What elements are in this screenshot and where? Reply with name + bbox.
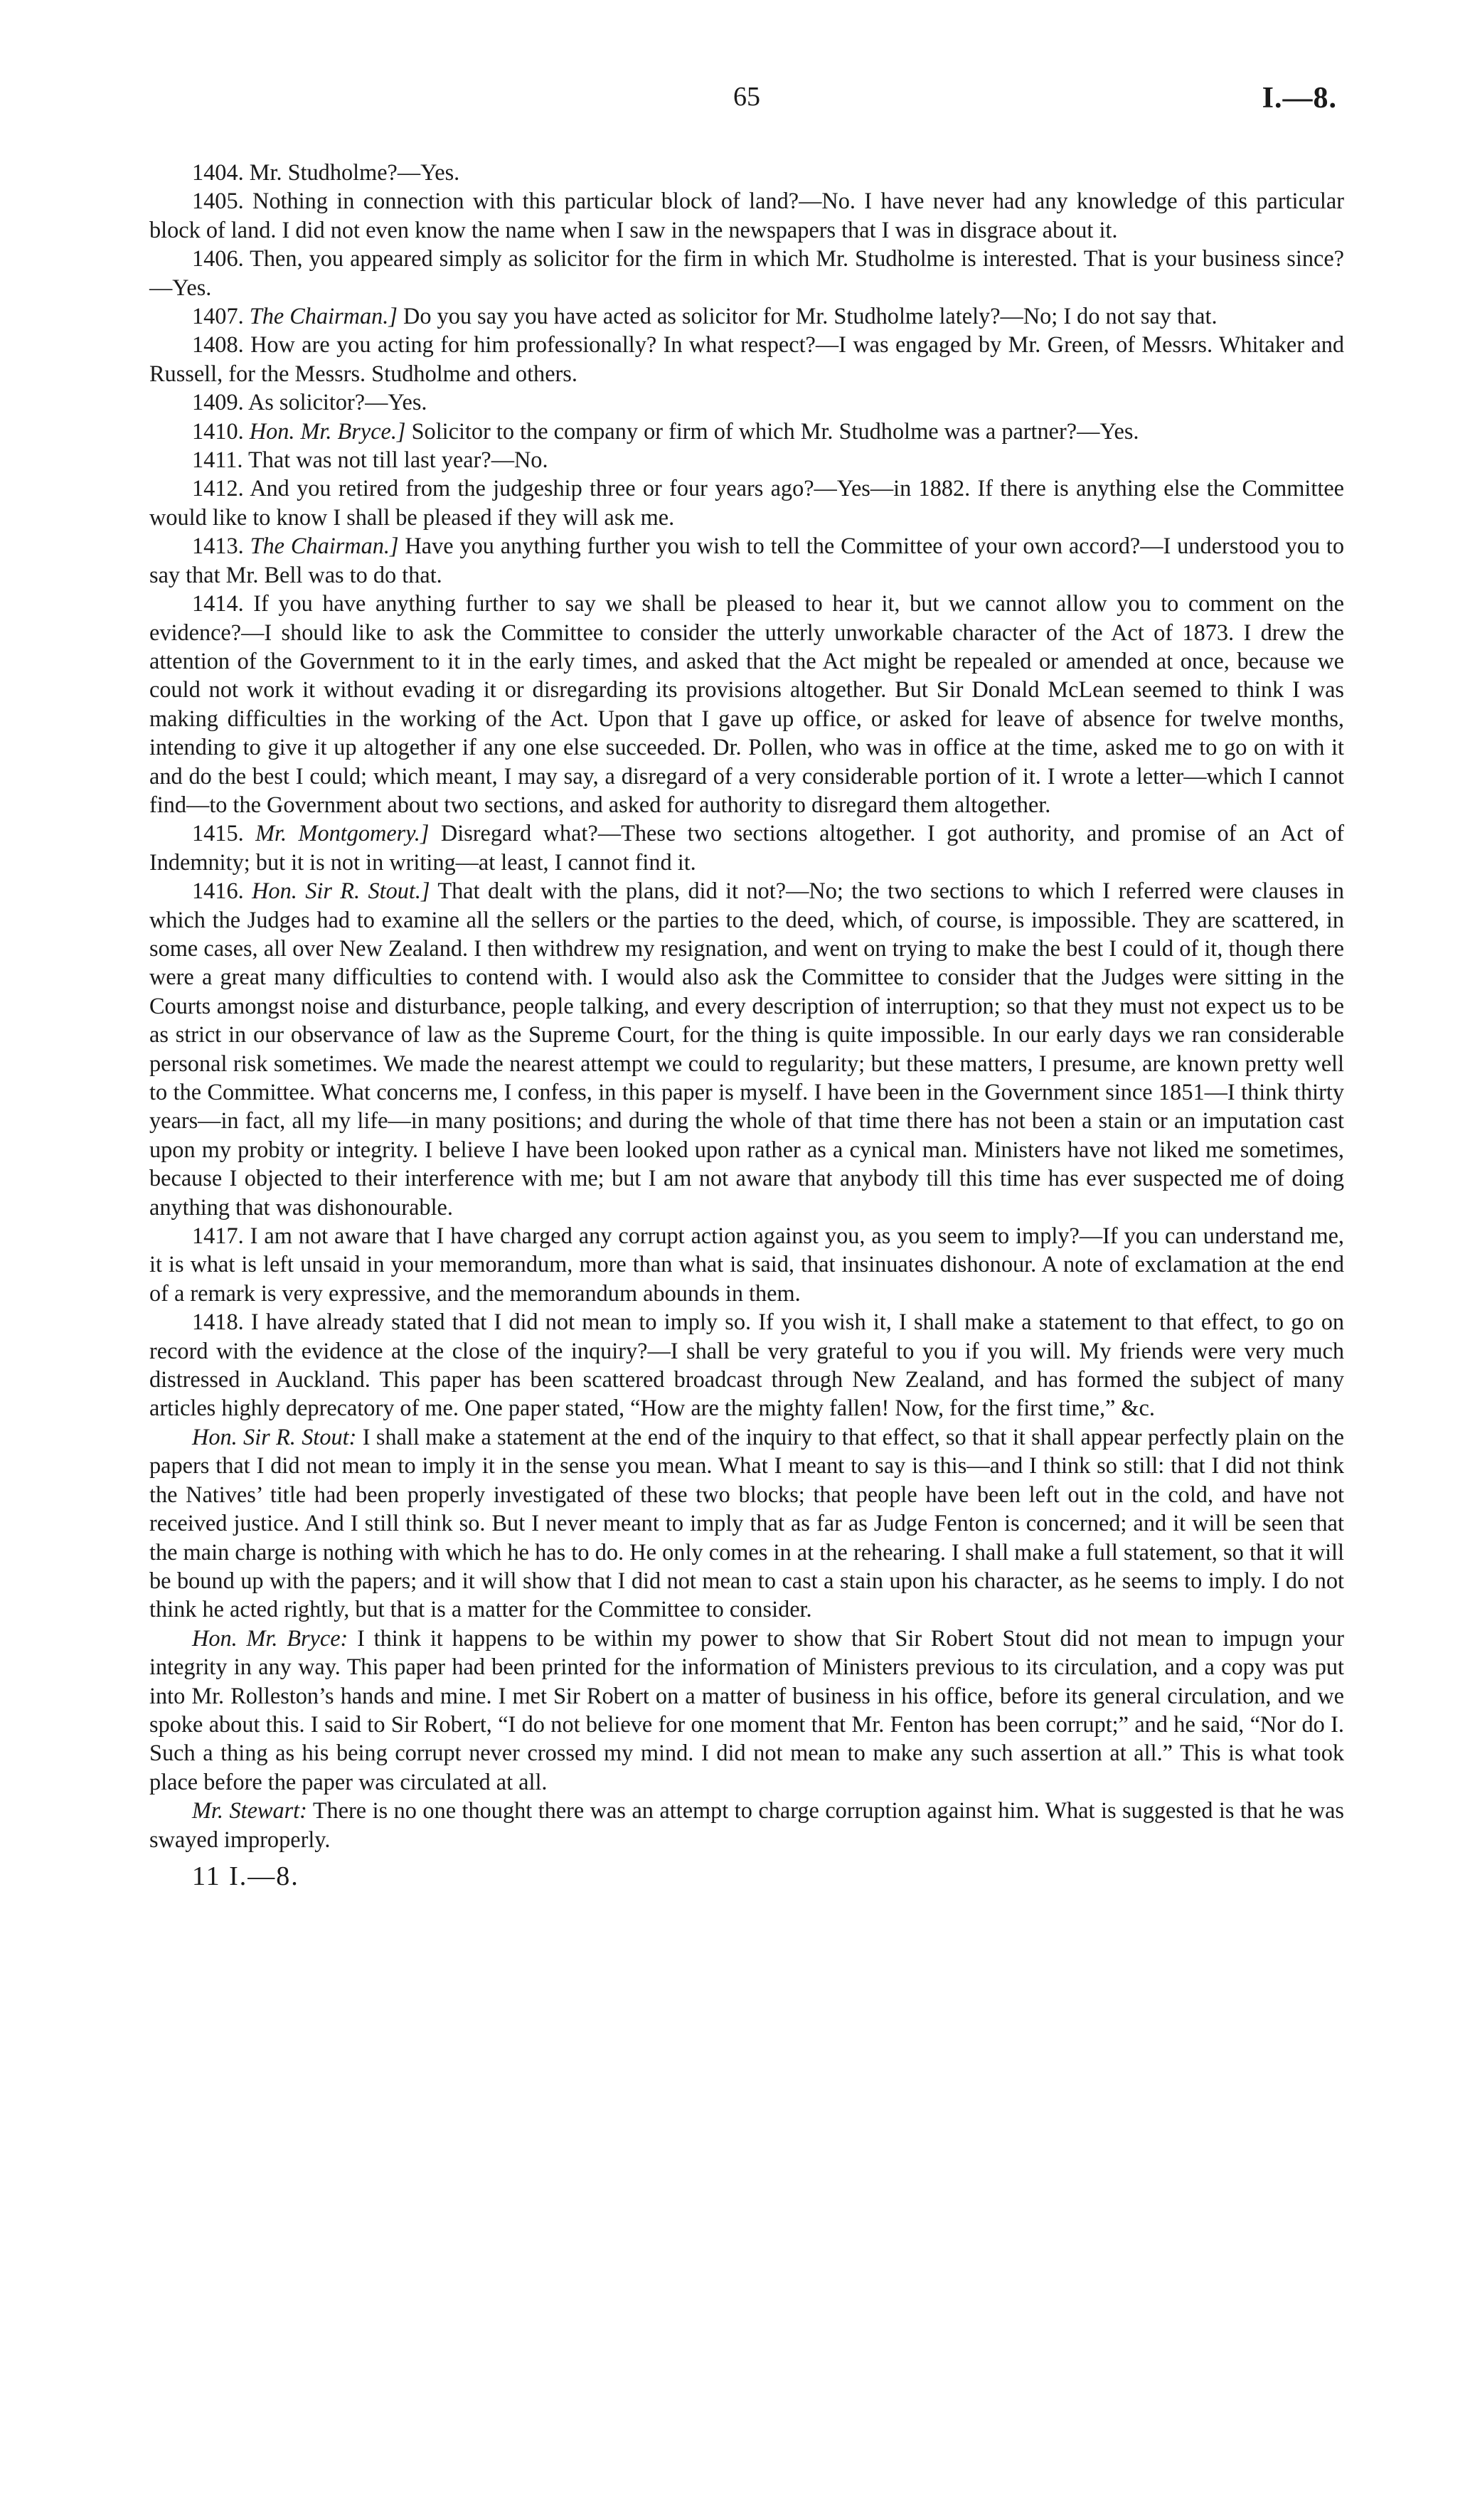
speaker-name: Hon. Sir R. Stout.] (252, 878, 430, 904)
evidence-paragraph (149, 819, 1344, 876)
page-number: 65 (733, 82, 760, 112)
question-number: 1417. (192, 1223, 244, 1249)
question-number: 1406. (192, 245, 244, 272)
question-number: 1413. (192, 533, 244, 559)
question-number: 1416. (192, 878, 244, 904)
evidence-paragraph (149, 302, 1344, 330)
paragraph-text: Mr. Studholme?—Yes. (249, 159, 460, 185)
paragraph-text: How are you acting for him professionally? In what respect?—I was engaged by Mr. Green, of Messrs. Whitaker and Russell, for the Messrs. Studholme and others. (149, 331, 1345, 386)
question-number: 1414. (192, 590, 244, 617)
paragraph-text: Do you say you have acted as solicitor for Mr. Studholme lately?—No; I do not say that. (403, 303, 1218, 329)
question-number: 1418. (192, 1309, 244, 1335)
question-number: 1404. (192, 159, 244, 185)
paragraph-text: Have you anything further you wish to tell the Committee of your own accord?—I understood you to say that Mr. Bell was to do that. (149, 533, 1345, 588)
paragraph-text: I have already stated that I did not mean to imply so. If you wish it, I shall make a statement to that effect, to go on record with the evidence at the close of the inquiry?—I shall be very grateful to you if you will. My friends were very much distressed in Auckland. This paper has been scattered broadcast through New Zealand, and has formed the subject of many articles highly deprecatory of me. One paper stated, “How are the mighty fallen! Now, for the first time,” &c. (149, 1309, 1345, 1421)
paragraph-text: I shall make a statement at the end of the inquiry to that effect, so that it shall appear perfectly plain on the papers that I did not mean to imply it in the sense you mean. What I meant to say is this—and I think so still: that I did not think the Natives’ title had been properly investigated of these two blocks; that people have been left out in the cold, and have not received justice. And I still think so. But I never meant to imply that as far as Judge Fenton is concerned; and it will be seen that the main charge is nothing with which he has to do. He only comes in at the rehearing. I shall make a full statement, so that it will be bound up with the papers; and it will show that I did not mean to cast a stain upon his character, as he seems to imply. I do not think he acted rightly, but that is a matter for the Committee to consider. (149, 1423, 1345, 1622)
evidence-paragraph (149, 876, 1344, 1221)
speaker-name: The Chairman.] (249, 303, 398, 329)
speaker-name: The Chairman.] (250, 533, 399, 559)
paragraph-text: If you have anything further to say we shall be pleased to hear it, but we cannot allow you to comment on the evidence?—I should like to ask the Committee to consider the utterly unworkable character of the Act of 1873. I drew the attention of the Government to it in the early times, and asked that the Act might be repealed or amended at once, because we could not work it without evading it or disregarding its provisions altogether. But Sir Donald McLean seemed to think I was making difficulties in the working of the Act. Upon that I gave up office, or asked for leave of absence for twelve months, intending to give it up altogether if any one else succeeded. Dr. Pollen, who was in office at the time, asked me to go on with it and do the best I could; which meant, I may say, a disregard of a very considerable portion of it. I wrote a letter—which I cannot find—to the Government about two sections, and asked for authority to disregard them altogether. (149, 590, 1344, 817)
page-header (149, 78, 1344, 128)
evidence-paragraph (149, 244, 1344, 302)
paragraph-text: I think it happens to be within my power to show that Sir Robert Stout did not mean to impugn your integrity in any way. This paper had been printed for the information of Ministers previous to its circulation, and a copy was put into Mr. Rolleston’s hands and mine. I met Sir Robert on a matter of business in his office, before its general circulation, and we spoke about this. I said to Sir Robert, “I do not believe for one moment that Mr. Fenton has been corrupt;” and he said, “Nor do I. Such a thing as his being corrupt never crossed my mind. I did not mean to make any such assertion at all.” This is what took place before the paper was circulated at all. (149, 1625, 1344, 1795)
evidence-paragraph (149, 1307, 1344, 1423)
question-number: 1411. (192, 447, 243, 473)
paragraph-text: Then, you appeared simply as solicitor for the firm in which Mr. Studholme is interested. That is your business since?—Yes. (149, 245, 1344, 300)
evidence-paragraph (149, 158, 1344, 186)
evidence-paragraph (149, 1423, 1344, 1624)
paragraph-text: That was not till last year?—No. (247, 447, 548, 473)
speaker-name: Mr. Stewart: (192, 1797, 307, 1824)
evidence-paragraph (149, 589, 1344, 819)
evidence-paragraph (149, 330, 1344, 388)
paragraph-text: Disregard what?—These two sections altogether. I got authority, and promise of an Act of Indemnity; but it is not in writing—at least, I cannot find it. (149, 820, 1344, 875)
evidence-paragraph (149, 417, 1344, 445)
document-page (149, 78, 1344, 1892)
document-reference: I.—8. (1262, 82, 1337, 115)
question-number: 1415. (192, 820, 244, 846)
paragraph-text: There is no one thought there was an attempt to charge corruption against him. What is suggested is that he was swayed improperly. (149, 1797, 1344, 1852)
question-number: 1408. (192, 331, 244, 358)
evidence-paragraph (149, 186, 1344, 244)
paragraph-text: I am not aware that I have charged any corrupt action against you, as you seem to imply?—If you can understand me, it is what is left unsaid in your memorandum, more than what is said, that insinuates dishonour. A note of exclamation at the end of a remark is very expressive, and the memorandum abounds in them. (149, 1223, 1345, 1306)
evidence-paragraph (149, 1796, 1344, 1854)
question-number: 1410. (192, 418, 244, 444)
evidence-paragraph (149, 1624, 1344, 1796)
paragraph-text: Nothing in connection with this particular block of land?—No. I have never had any knowledge of this particular block of land. I did not even know the name when I saw in the newspapers that I was in disgrace about it. (149, 188, 1344, 243)
evidence-paragraph (149, 445, 1344, 474)
paragraph-text: And you retired from the judgeship three or four years ago?—Yes—in 1882. If there is anything else the Committee would like to know I shall be pleased if they will ask me. (149, 475, 1345, 530)
paragraph-text: Solicitor to the company or firm of which Mr. Studholme was a partner?—Yes. (411, 418, 1139, 444)
question-number: 1409. (192, 389, 244, 415)
question-number: 1412. (192, 475, 244, 501)
speaker-name: Hon. Mr. Bryce.] (249, 418, 406, 444)
evidence-paragraph (149, 474, 1344, 531)
question-number: 1407. (192, 303, 244, 329)
printer-signature: 11 I.—8. (192, 1861, 299, 1891)
speaker-name: Hon. Mr. Bryce: (192, 1625, 348, 1651)
evidence-paragraph (149, 1221, 1344, 1307)
paragraph-text: As solicitor?—Yes. (247, 389, 427, 415)
speaker-name: Mr. Montgomery.] (255, 820, 430, 846)
evidence-body (149, 158, 1344, 1854)
question-number: 1405. (192, 188, 244, 214)
evidence-paragraph (149, 531, 1344, 589)
paragraph-text: That dealt with the plans, did it not?—No; the two sections to which I referred were clauses in which the Judges had to examine all the sellers or the parties to the deed, which, of course, is impossible. They are scattered, in some cases, all over New Zealand. I then withdrew my resignation, and went on trying to make the best I could of it, though there were a great many difficulties to contend with. I would also ask the Committee to consider that the Judges were sitting in the Courts amongst noise and disturbance, people talking, and every description of interruption; so that they must not expect us to be as strict in our observance of law as the Supreme Court, for the thing is quite impossible. In our early days we ran considerable personal risk sometimes. We made the nearest attempt we could to regularity; but these matters, I presume, are known pretty well to the Committee. What concerns me, I confess, in this paper is myself. I have been in the Government since 1851—I think thirty years—in fact, all my life—in many positions; and during the whole of that time there has not been a stain or an imputation cast upon my probity or integrity. I believe I have been looked upon rather as a cynical man. Ministers have not liked me sometimes, because I objected to their interference with me; but I am not aware that anybody till this time has ever suspected me of doing anything that was dishonourable. (149, 878, 1344, 1220)
speaker-name: Hon. Sir R. Stout: (192, 1423, 357, 1450)
evidence-paragraph (149, 388, 1344, 416)
